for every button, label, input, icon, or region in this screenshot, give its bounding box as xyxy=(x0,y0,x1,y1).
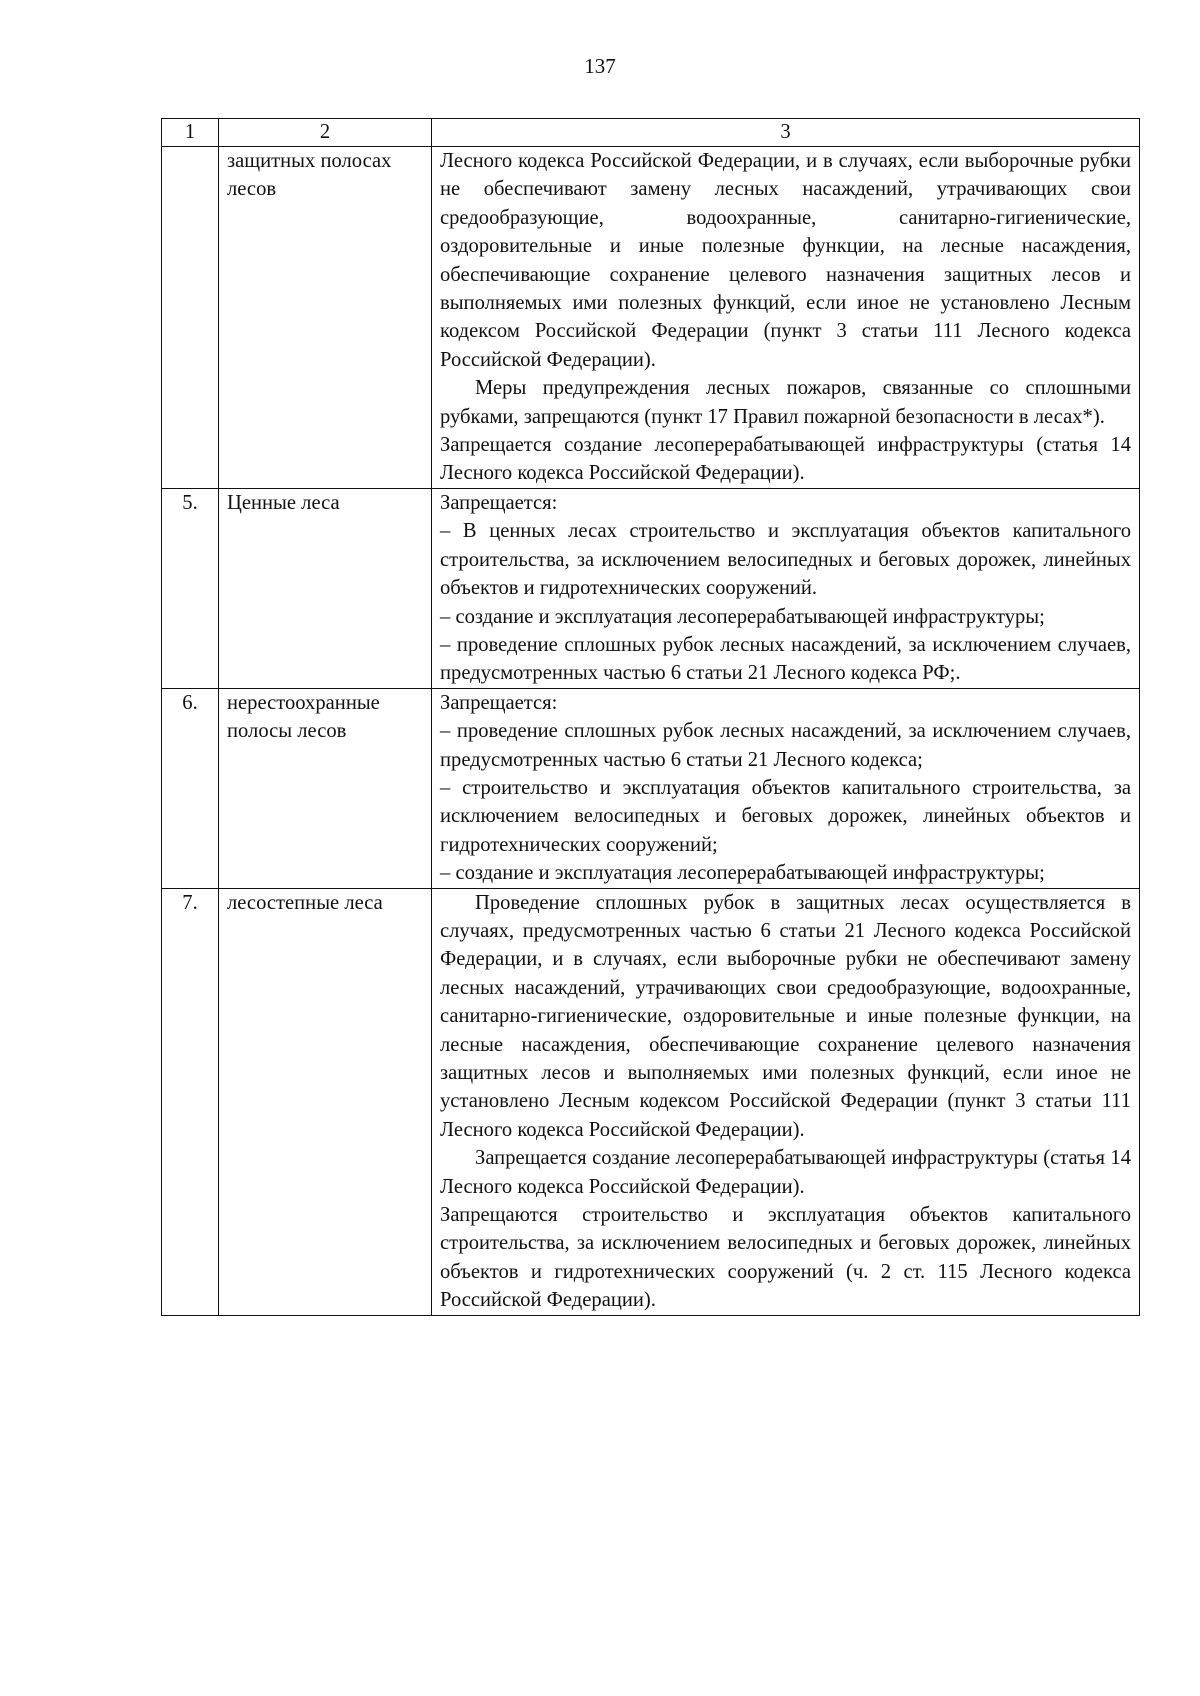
table-row xyxy=(162,888,1140,1315)
row-number: 6. xyxy=(162,688,219,888)
restriction-paragraph: Меры предупреждения лесных пожаров, связанные со сплошными рубками, запрещаются (пункт 17 Правил пожарной безопасности в лесах*). xyxy=(440,377,1131,428)
restriction-paragraph: – В ценных лесах строительство и эксплуатация объектов капитального строительства, за исключением велосипедных и беговых дорожек, линейных объектов и гидротехнических сооружений. xyxy=(440,520,1131,600)
restriction-paragraph: Проведение сплошных рубок в защитных лесах осуществляется в случаях, предусмотренных частью 6 статьи 21 Лесного кодекса Российской Федерации, и в случаях, если выборочные рубки не обеспечивают замену лесных насаждений, утрачивающих свои средообразующие, водоохранные, санитарно-гигиенические, оздоровительные и иные полезные функции, на лесные насаждения, обеспечивающие сохранение целевого назначения защитных лесов и выполняемых ими полезных функций, если иное не установлено Лесным кодексом Российской Федерации (пункт 3 статьи 111 Лесного кодекса Российской Федерации). xyxy=(440,891,1131,1141)
restrictions-cell xyxy=(432,688,1140,888)
column-header-1: 1 xyxy=(162,119,219,147)
restriction-paragraph: – проведение сплошных рубок лесных насаждений, за исключением случаев, предусмотренных частью 6 статьи 21 Лесного кодекса РФ;. xyxy=(440,633,1131,685)
table-row xyxy=(162,147,1140,489)
column-header-2: 2 xyxy=(219,119,432,147)
restriction-paragraph: – строительство и эксплуатация объектов капитального строительства, за исключением велосипедных и беговых дорожек, линейных объектов и гидротехнических сооружений; xyxy=(440,776,1131,856)
regulations-table xyxy=(161,118,1140,1316)
restrictions-cell xyxy=(432,888,1140,1315)
column-header-3: 3 xyxy=(432,119,1140,147)
table-row xyxy=(162,488,1140,688)
restriction-paragraph: – проведение сплошных рубок лесных насаждений, за исключением случаев, предусмотренных частью 6 статьи 21 Лесного кодекса; xyxy=(440,720,1131,771)
restriction-paragraph: Запрещается: xyxy=(440,691,558,714)
forest-category: защитных полосах лесов xyxy=(219,147,432,489)
table-row xyxy=(162,688,1140,888)
table-header-row xyxy=(162,119,1140,147)
page-number: 137 xyxy=(584,54,616,78)
restriction-paragraph: – создание и эксплуатация лесоперерабатывающей инфраструктуры; xyxy=(440,605,1045,628)
forest-category: лесостепные леса xyxy=(219,888,432,1315)
row-number xyxy=(162,147,219,489)
restriction-paragraph: – создание и эксплуатация лесоперерабатывающей инфраструктуры; xyxy=(440,862,1045,885)
forest-category: Ценные леса xyxy=(219,488,432,688)
restrictions-cell xyxy=(432,147,1140,489)
forest-category: нерестоохранные полосы лесов xyxy=(219,688,432,888)
row-number: 5. xyxy=(162,488,219,688)
restriction-paragraph: Запрещается создание лесоперерабатывающей инфраструктуры (статья 14 Лесного кодекса Российской Федерации). xyxy=(440,1147,1131,1198)
restriction-paragraph: Запрещается создание лесоперерабатывающей инфраструктуры (статья 14 Лесного кодекса Российской Федерации). xyxy=(440,434,1131,485)
restriction-paragraph: Запрещается: xyxy=(440,491,558,514)
restriction-paragraph: Запрещаются строительство и эксплуатация объектов капитального строительства, за исключением велосипедных и беговых дорожек, линейных объектов и гидротехнических сооружений (ч. 2 ст. 115 Лесного кодекса Российской Федерации). xyxy=(440,1204,1131,1312)
restriction-paragraph: Лесного кодекса Российской Федерации, и в случаях, если выборочные рубки не обеспечивают замену лесных насаждений, утрачивающих свои средообразующие, водоохранные, санитарно-гигиенические, оздоровительные и иные полезные функции, на лесные насаждения, обеспечивающие сохранение целевого назначения защитных лесов и выполняемых ими полезных функций, если иное не установлено Лесным кодексом Российской Федерации (пункт 3 статьи 111 Лесного кодекса Российской Федерации). xyxy=(440,150,1131,371)
row-number: 7. xyxy=(162,888,219,1315)
restrictions-cell xyxy=(432,488,1140,688)
